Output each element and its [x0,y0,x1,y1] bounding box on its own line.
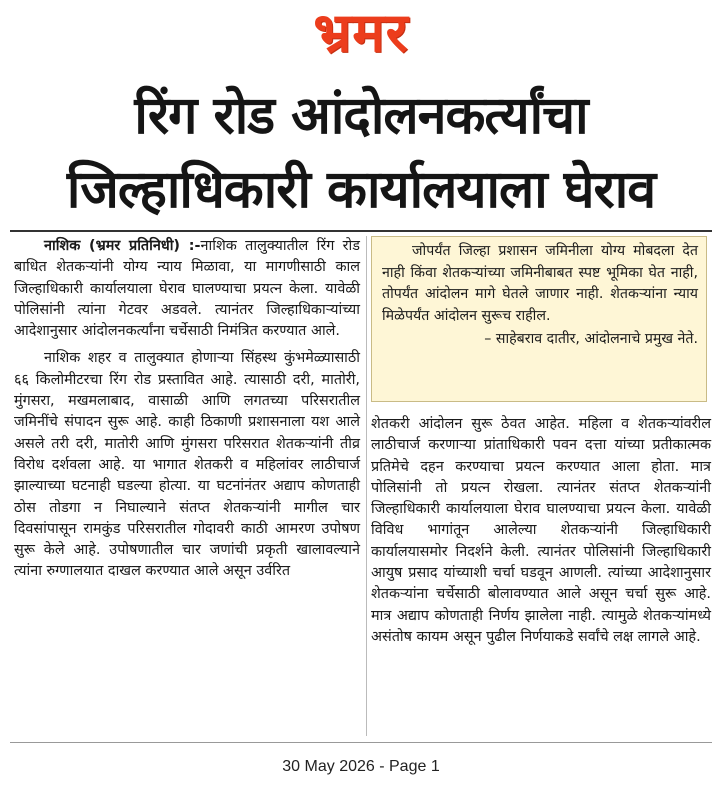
quote-text: जोपर्यंत जिल्हा प्रशासन जमिनीला योग्य मोबदला देत नाही किंवा शेतकऱ्यांच्या जमिनीबाबत स्पष्ट भूमिका घेत नाही, तोपर्यंत आंदोलन मागे घेतले जाणार नाही. शेतकऱ्यांना न्याय मिळेपर्यंत आंदोलन सुरूच राहील. [382,243,698,324]
headline-line-1: रिंग रोड आंदोलनकर्त्यांचा [134,86,588,146]
article-column-right [371,414,711,648]
dateline: नाशिक (भ्रमर प्रतिनिधी) :- [44,238,201,254]
masthead [0,0,722,72]
page-footer: 30 May 2026 - Page 1 [282,758,440,775]
quote-attribution: – साहेबराव दातीर, आंदोलनाचे प्रमुख नेते. [484,331,698,347]
headline-line-2: जिल्हाधिकारी कार्यालयाला घेराव [66,160,656,220]
article-column-left [14,236,360,583]
article-paragraph-3: शेतकरी आंदोलन सुरू ठेवत आहेत. महिला व शेतकऱ्यांवरील लाठीचार्ज करणाऱ्या प्रांताधिकारी पवन दत्ता यांच्या प्रतीकात्मक प्रतिमेचे दहन करण्याचा प्रयत्न करण्यात आला होता. मात्र पोलिसांनी तो प्रयत्न रोखला. त्यानंतर संतप्त शेतकऱ्यांनी जिल्हाधिकारी कार्यालयाला घेराव घालण्याचा प्रयत्न केला. यावेळी विविध भागांतून आलेल्या शेतकऱ्यांनी जिल्हाधिकारी कार्यालयासमोर निदर्शने केली. त्यानंतर पोलिसांनी जिल्हाधिकारी आयुष प्रसाद यांच्याशी चर्चा घडवून आणली. त्यांच्या आदेशानुसार शेतकऱ्यांना चर्चेसाठी बोलावण्यात आले असून चर्चा सुरू आहे. मात्र अद्याप कोणताही निर्णय झालेला नाही. त्यामुळे शेतकऱ्यांमध्ये असंतोष कायम असून पुढील निर्णयाकडे सर्वांचे लक्ष लागले आहे. [371,416,711,645]
quote-box [371,236,707,402]
paragraph-1-text: नाशिक तालुक्यातील रिंग रोड बाधित शेतकऱ्यांनी योग्य न्याय मिळावा, या मागणीसाठी काल जिल्हाधिकारी कार्यालयाला घेराव घालण्याचा प्रयत्न केला. यावेळी पोलिसांनी त्यांना गेटवर अडवले. त्यानंतर जिल्हाधिकाऱ्यांच्या आदेशानुसार आंदोलनकर्त्यांना चर्चेसाठी निमंत्रित करण्यात आले. [14,238,360,340]
article-paragraph-2: नाशिक शहर व तालुक्यात होणाऱ्या सिंहस्थ कुंभमेळ्यासाठी ६६ किलोमीटरचा रिंग रोड प्रस्तावित आहे. त्यासाठी दरी, मातोरी, मुंगसरा, मखमलाबाद, वासाळी आणि लगतच्या परिसरातील जमिनींचे संपादन सुरू आहे. काही ठिकाणी प्रशासनाला यश आले असले तरी दरी, मातोरी आणि मुंगसरा परिसरात शेतकऱ्यांनी तीव्र विरोध दर्शवला आहे. या भागात शेतकरी व महिलांवर लाठीचार्ज झाल्याच्या घटनाही घडल्या होत्या. या घटनांनंतर अद्याप कोणताही ठोस तोडगा न निघाल्याने संतप्त शेतकऱ्यांनी मागील चार दिवसांपासून रामकुंड परिसरातील गोदावरी काठी आमरण उपोषण सुरू केले आहे. उपोषणातील चार जणांची प्रकृती खालावल्याने त्यांना रुग्णालयात दाखल करण्यात आले असून उर्वरित [14,350,360,580]
column-divider [366,236,367,736]
article-paragraph-1 [14,236,360,342]
newspaper-logo: भ्रमर [313,1,409,64]
headline-divider [10,230,712,232]
footer-divider [10,742,712,743]
